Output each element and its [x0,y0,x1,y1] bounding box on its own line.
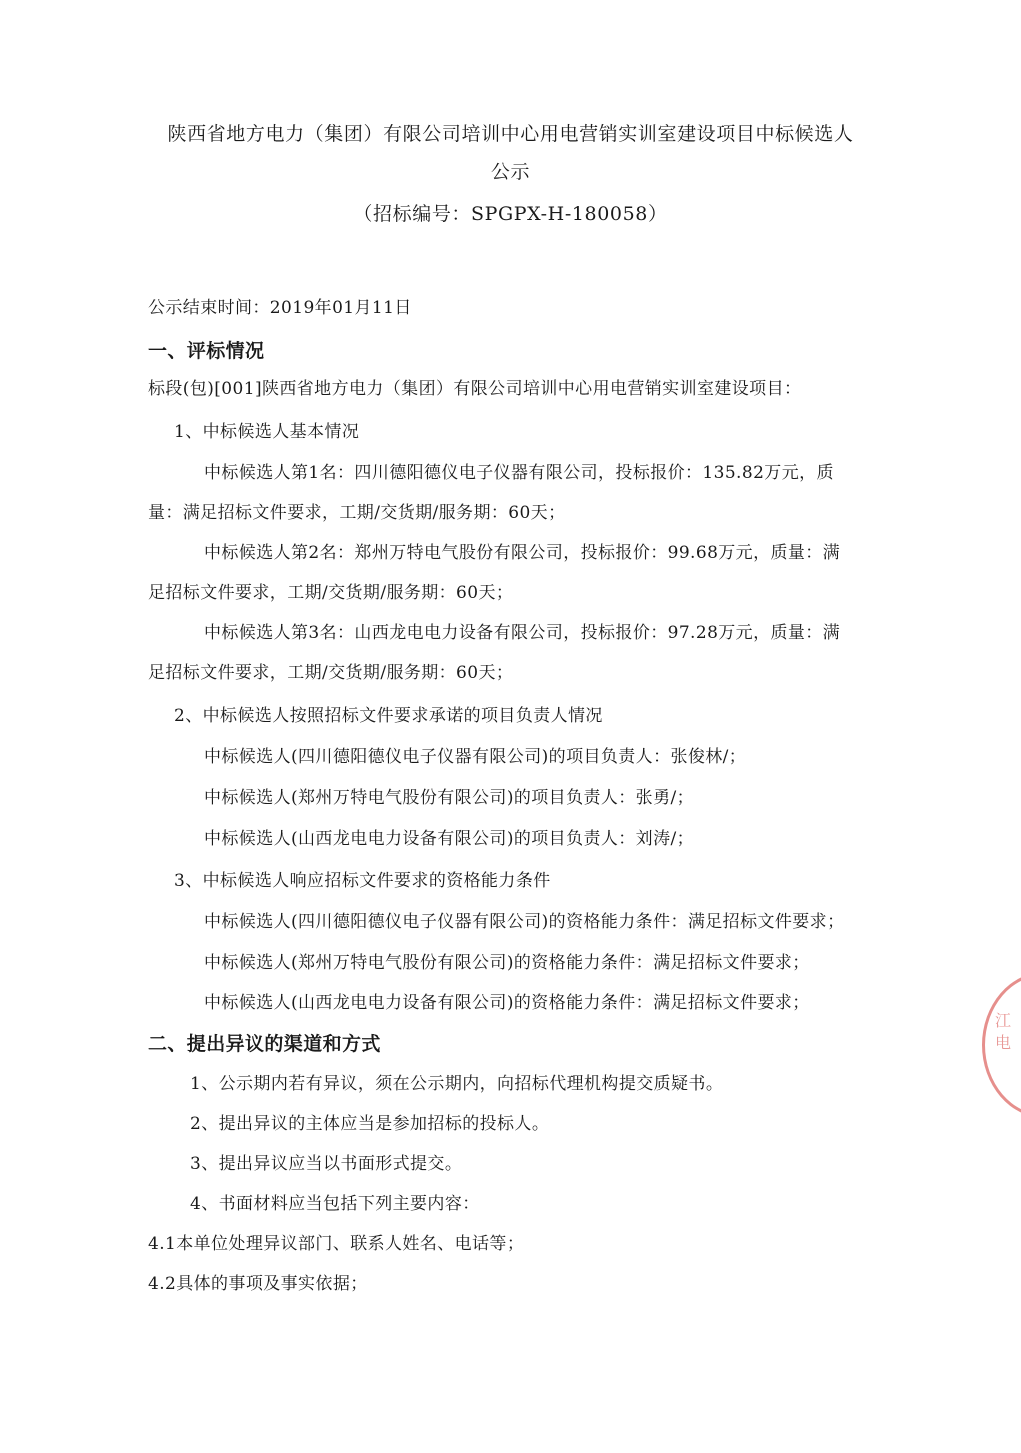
seal-stamp-text: 江 电 [995,1011,1012,1052]
project-manager-2: 中标候选人(郑州万特电气股份有限公司)的项目负责人：张勇/； [204,788,694,808]
section-heading-objections: 二、提出异议的渠道和方式 [148,1033,381,1055]
objection-rule-4-2: 4.2具体的事项及事实依据； [148,1274,368,1294]
qualification-3: 中标候选人(山西龙电电力设备有限公司)的资格能力条件：满足招标文件要求； [204,993,810,1013]
objection-rule-2: 2、提出异议的主体应当是参加招标的投标人。 [190,1114,550,1134]
lot-description: 标段(包)[001]陕西省地方电力（集团）有限公司培训中心用电营销实训室建设项目： [148,379,802,399]
candidate-1-line1: 中标候选人第1名：四川德阳德仪电子仪器有限公司，投标报价：135.82万元，质 [204,463,834,483]
document-title-continued: 公示 [490,161,531,183]
tender-number: （招标编号：SPGPX-H-180058） [353,203,668,225]
qualification-1: 中标候选人(四川德阳德仪电子仪器有限公司)的资格能力条件：满足招标文件要求； [204,912,845,932]
objection-rule-3: 3、提出异议应当以书面形式提交。 [190,1154,463,1174]
objection-rule-1: 1、公示期内若有异议，须在公示期内，向招标代理机构提交质疑书。 [190,1074,724,1094]
candidate-2-line2: 足招标文件要求，工期/交货期/服务期：60天； [148,583,514,603]
section-heading-evaluation: 一、评标情况 [148,340,265,362]
announcement-end-time: 公示结束时间：2019年01月11日 [148,298,412,318]
subsection-heading-candidates: 1、中标候选人基本情况 [174,422,360,442]
candidate-3-line2: 足招标文件要求，工期/交货期/服务期：60天； [148,663,514,683]
document-title: 陕西省地方电力（集团）有限公司培训中心用电营销实训室建设项目中标候选人 [167,123,854,145]
subsection-heading-qualifications: 3、中标候选人响应招标文件要求的资格能力条件 [174,871,551,891]
candidate-2-line1: 中标候选人第2名：郑州万特电气股份有限公司，投标报价：99.68万元，质量：满 [204,543,841,563]
objection-rule-4: 4、书面材料应当包括下列主要内容： [190,1194,480,1214]
project-manager-3: 中标候选人(山西龙电电力设备有限公司)的项目负责人：刘涛/； [204,829,694,849]
subsection-heading-project-managers: 2、中标候选人按照招标文件要求承诺的项目负责人情况 [174,706,603,726]
objection-rule-4-1: 4.1本单位处理异议部门、联系人姓名、电话等； [148,1234,525,1254]
candidate-3-line1: 中标候选人第3名：山西龙电电力设备有限公司，投标报价：97.28万元，质量：满 [204,623,841,643]
qualification-2: 中标候选人(郑州万特电气股份有限公司)的资格能力条件：满足招标文件要求； [204,953,810,973]
project-manager-1: 中标候选人(四川德阳德仪电子仪器有限公司)的项目负责人：张俊林/； [204,747,747,767]
candidate-1-line2: 量：满足招标文件要求，工期/交货期/服务期：60天； [148,503,566,523]
